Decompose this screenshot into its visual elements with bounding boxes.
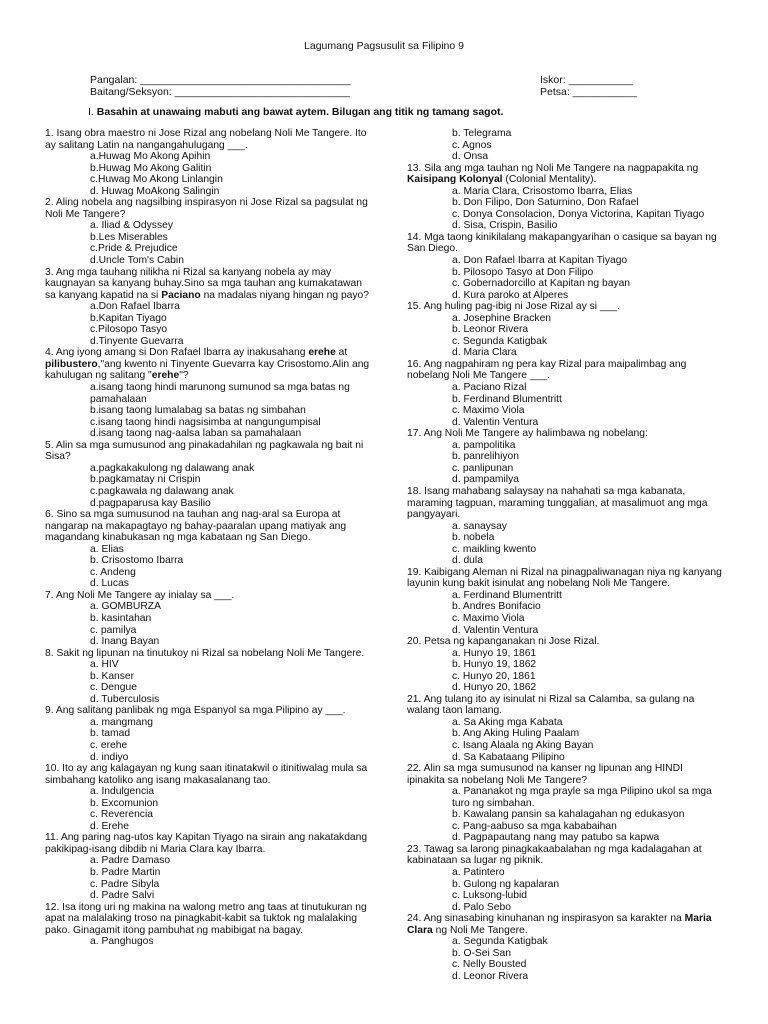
stem-bold: Maria Clara [407, 913, 712, 936]
option-d[interactable]: d. Leonor Rivera [452, 970, 529, 982]
option-b[interactable]: b.pagkamatay ni Crispin [90, 474, 201, 486]
question-stem: 19. Kaibigang Aleman ni Rizal na pinagpaliwanagan niya ng kanyang layunin kung bakit isinulat ang nobelang Noli Me Tangere. [407, 566, 722, 590]
option-d[interactable]: d. Sisa, Crispin, Basilio [452, 220, 558, 232]
option-c[interactable]: c.Pride & Prejudice [90, 243, 178, 255]
option-a[interactable]: a. Paciano Rizal [452, 382, 527, 394]
option-c[interactable]: c. Andeng [90, 566, 136, 578]
option-c[interactable]: c. Isang Alaala ng Aking Bayan [452, 739, 594, 751]
option-a[interactable]: a. sanaysay [452, 520, 507, 532]
option-a[interactable]: a.Huwag Mo Akong Apihin [90, 151, 211, 163]
stem-text: 24. Ang sinasabing kinuhanan ng inspirasyon sa karakter na [407, 913, 685, 925]
option-d[interactable]: d. Pagpapautang nang may patubo sa kapwa [452, 832, 660, 844]
option-d[interactable]: d. Inang Bayan [90, 636, 160, 648]
question-7 [45, 590, 370, 648]
question-stem: 18. Isang mahabang salaysay na nahahati sa mga kabanata, maraming tagpuan, maraming tunggalian, at masalimuot ang mga pangyayari. [407, 485, 708, 521]
option-b[interactable]: b.isang taong lumalabag sa batas ng simbahan [90, 405, 306, 417]
option-c[interactable]: c. Gobernadorcillo at Kapitan ng bayan [452, 278, 631, 290]
question-13 [407, 163, 722, 232]
question-10 [45, 763, 370, 832]
option-b[interactable]: b. O-Sei San [452, 947, 511, 959]
option-b[interactable]: b. Crisostomo Ibarra [90, 555, 184, 567]
question-stem: 9. Ang salitang panlibak ng mga Espanyol sa mga Pilipino ay ___. [45, 705, 346, 717]
question-stem: 20. Petsa ng kapanganakan ni Jose Rizal. [407, 636, 600, 648]
option-c[interactable]: c. pamilya [90, 624, 137, 636]
option-c[interactable]: c.Huwag Mo Akong Linlangin [90, 174, 223, 186]
stem-text: 4. Ang iyong amang si Don Rafael Ibarra ay inakusahang [45, 347, 309, 359]
option-a[interactable]: a. Patintero [452, 867, 505, 878]
stem-text: "? [179, 370, 189, 382]
option-a[interactable]: a. Don Rafael Ibarra at Kapitan Tiyago [452, 255, 628, 267]
option-b[interactable]: b. Gulong ng kapalaran [452, 878, 560, 890]
option-b[interactable]: b.Kapitan Tiyago [90, 312, 167, 324]
option-b[interactable]: b. Padre Martin [90, 867, 161, 878]
option-d[interactable]: d.Uncle Tom's Cabin [90, 255, 184, 267]
option-d[interactable]: d.Tinyente Guevarra [90, 335, 184, 347]
option-a[interactable]: a. Panghugos [90, 936, 154, 948]
question-5 [45, 440, 370, 509]
option-d[interactable]: d.isang taong nag-aalsa laban sa pamahalaan [90, 428, 302, 440]
question-stem: 12. Isa itong uri ng makina na walong metro ang taas at tinutukuran ng apat na malalaking troso na pinagkabit-kabit sa tuktok ng malalaking pako. Ginagamit itong pambuhat ng mabibigat na bagay. [45, 901, 367, 936]
option-d[interactable]: d. Tuberculosis [90, 693, 160, 705]
option-b[interactable]: b. Pilosopo Tasyo at Don Filipo [452, 266, 594, 278]
name-field[interactable]: Pangalan: ____________________________________ [90, 74, 351, 86]
question-11 [45, 832, 370, 901]
question-stem: 5. Alin sa mga sumusunod ang pinakadahilan ng pagkawala ng bait ni Sisa? [45, 439, 364, 463]
option-a[interactable]: a. Indulgencia [90, 786, 155, 798]
option-b[interactable]: b. Ang Aking Huling Paalam [452, 728, 580, 740]
stem-text: 3. Ang mga tauhang nilikha ni Rizal sa kanyang nobela ay may kaugnayan sa kanyang buhay.Sino sa mga tauhan ang kumakatawan sa kanyang kapatid na si [45, 266, 362, 301]
option-b[interactable]: b. Kanser [90, 670, 135, 682]
option-c[interactable]: c. Reverencia [90, 809, 153, 821]
option-a[interactable]: a. Ferdinand Blumentritt [452, 589, 562, 601]
question-stem: 6. Sino sa mga sumusunod na tauhan ang nag-aral sa Europa at nangarap na makapagtayo ng bahay-paaralan upang matiyak ang magandang kinabukasan ng mga kabataan ng San Diego. [45, 509, 347, 544]
question-stem: 23. Tawag sa larong pinagkakaabalahan ng mga kadalagahan at kabinataan sa lugar ng piknik. [407, 843, 702, 867]
option-c[interactable]: c. Maximo Viola [452, 405, 525, 417]
option-b[interactable]: b. Telegrama [452, 128, 512, 139]
stem-text: ,"ang kwento ni Tinyente Guevarra kay Crisostomo.Alin ang kahulugan ng salitang " [45, 358, 370, 382]
option-c[interactable]: c. erehe [90, 739, 128, 751]
option-c[interactable]: c. panlipunan [452, 462, 514, 474]
option-b[interactable]: b. tamad [90, 728, 131, 740]
option-a[interactable]: a. Maria Clara, Crisostomo Ibarra, Elias [452, 185, 633, 197]
option-c[interactable]: c. maikling kwento [452, 543, 537, 555]
option-c[interactable]: c. Luksong-lubid [452, 890, 527, 902]
option-c[interactable]: c.isang taong hindi nagsisimba at nangungumpisal [90, 416, 321, 428]
option-b[interactable]: b. Ferdinand Blumentritt [452, 393, 562, 405]
option-a[interactable]: a. Hunyo 19, 1861 [452, 647, 537, 659]
question-12-continued [407, 128, 722, 163]
question-stem: 2. Aling nobela ang nagsilbing inspirasyon ni Jose Rizal sa pagsulat ng Noli Me Tangere? [45, 197, 368, 220]
question-stem: 7. Ang Noli Me Tangere ay inialay sa ___. [45, 589, 235, 601]
option-b[interactable]: b. Leonor Rivera [452, 324, 529, 336]
instruction-text: Basahin at unawaing mabuti ang bawat aytem. Bilugan ang titik ng tamang sagot. [96, 106, 504, 118]
option-d[interactable]: d. Onsa [452, 151, 489, 163]
option-c[interactable]: c. Padre Sibyla [90, 878, 160, 890]
option-d[interactable]: d.pagpaparusa kay Basilio [90, 497, 211, 509]
option-d[interactable]: d. Hunyo 20, 1862 [452, 682, 537, 694]
option-c[interactable]: c. Hunyo 20, 1861 [452, 670, 536, 682]
option-c[interactable]: c. Segunda Katigbak [452, 335, 548, 347]
stem-bold: pilibustero [45, 358, 98, 370]
option-d[interactable]: d. pampamilya [452, 474, 519, 486]
option-d[interactable]: d. Erehe [90, 820, 129, 832]
question-stem: 16. Ang nagpahiram ng pera kay Rizal para maipalimbag ang nobelang Noli Me Tangere ___. [407, 358, 687, 382]
date-field[interactable]: Petsa: ___________ [540, 86, 637, 98]
score-field[interactable]: Iskor: ___________ [540, 74, 633, 86]
question-24 [407, 913, 722, 982]
question-stem: 8. Sakit ng lipunan na tinutukoy ni Rizal sa nobelang Noli Me Tangere. [45, 647, 365, 659]
option-c[interactable]: c.Pilosopo Tasyo [90, 324, 168, 336]
option-b[interactable]: b. Hunyo 19, 1862 [452, 659, 537, 671]
question-19 [407, 567, 722, 636]
option-b[interactable]: b. nobela [452, 532, 495, 544]
option-a[interactable]: a. Iliad & Odyssey [90, 220, 173, 232]
question-stem: 11. Ang paring nag-utos kay Kapitan Tiyago na sirain ang nakatakdang pakikipag-isang dibdib ni Maria Clara kay Ibarra. [45, 832, 368, 855]
option-a[interactable]: a. mangmang [90, 716, 153, 728]
option-a[interactable]: a.Don Rafael Ibarra [90, 301, 180, 313]
option-b[interactable]: b. Excomunion [90, 797, 159, 809]
option-b[interactable]: b.Les Miserables [90, 231, 168, 243]
instruction [88, 106, 503, 118]
instruction-number: I. [88, 106, 94, 118]
stem-text: 13. Sila ang mga tauhan ng Noli Me Tangere na nagpapakita ng [407, 162, 699, 174]
question-8 [45, 648, 370, 706]
option-c[interactable]: c. Maximo Viola [452, 612, 525, 624]
question-stem [45, 347, 370, 382]
option-a[interactable]: a. Padre Damaso [90, 855, 171, 867]
option-d[interactable]: d. Padre Salvi [90, 890, 155, 902]
option-d[interactable]: d. Maria Clara [452, 347, 517, 359]
option-d[interactable]: d. Sa Kabataang Pilipino [452, 751, 565, 763]
option-a[interactable]: a.isang taong hindi marunong sumunod sa mga batas ng pamahalaan [90, 382, 350, 405]
option-a[interactable]: a. HIV [90, 659, 119, 671]
question-1 [45, 128, 370, 197]
stem-bold: Kaisipang Kolonyal [407, 174, 503, 186]
option-c[interactable]: c. Agnos [452, 139, 492, 151]
stem-bold: Paciano [161, 289, 201, 301]
question-stem: 17. Ang Noli Me Tangere ay halimbawa ng nobelang: [407, 428, 648, 440]
option-d[interactable]: d. Lucas [90, 578, 129, 590]
stem-bold: erehe [151, 370, 180, 382]
stem-text: (Colonial Mentality). [502, 174, 597, 186]
question-stem: 21. Ang tulang ito ay isinulat ni Rizal sa Calamba, sa gulang na walang taon lamang. [407, 693, 695, 717]
option-b[interactable]: b. panrelihiyon [452, 451, 519, 463]
question-17 [407, 428, 722, 486]
option-b[interactable]: b. Don Filipo, Don Saturnino, Don Rafael [452, 197, 639, 209]
option-d[interactable]: d. dula [452, 555, 483, 567]
question-16 [407, 359, 722, 428]
question-18 [407, 486, 722, 567]
page-title: Lagumang Pagsusulit sa Filipino 9 [304, 40, 464, 52]
option-d[interactable]: d. Huwag MoAkong Salingin [90, 185, 220, 197]
stem-text: at [335, 347, 348, 359]
option-a[interactable]: a. Josephine Bracken [452, 312, 552, 324]
option-a[interactable]: a. GOMBURZA [90, 601, 161, 613]
question-6 [45, 509, 370, 590]
question-stem [407, 163, 722, 186]
question-stem: 10. Ito ay ang kalagayan ng kung saan itinatakwil o itinitiwalag mula sa simbahang katoliko ang isang makasalanang tao. [45, 763, 368, 786]
option-d[interactable]: d. Valentin Ventura [452, 416, 539, 428]
question-9 [45, 705, 370, 763]
question-12 [45, 902, 370, 948]
option-a[interactable]: a.pagkakakulong ng dalawang anak [90, 462, 255, 474]
grade-section-field[interactable]: Baitang/Seksyon: ______________________________ [90, 86, 350, 98]
question-stem: 15. Ang huling pag-ibig ni Jose Rizal ay si ___. [407, 301, 620, 313]
option-d[interactable]: d. Palo Sebo [452, 901, 511, 913]
stem-text: ng Noli Me Tangere. [432, 924, 528, 936]
stem-text: na madalas niyang hingan ng payo? [200, 289, 370, 301]
option-d[interactable]: d. Valentin Ventura [452, 624, 539, 636]
option-c[interactable]: c. Pang-aabuso sa mga kababaihan [452, 820, 617, 832]
option-c[interactable]: c. Donya Consolacion, Donya Victorina, Kapitan Tiyago [452, 208, 705, 220]
question-20 [407, 636, 722, 694]
option-c[interactable]: c. Nelly Bousted [452, 959, 527, 971]
question-2 [45, 197, 370, 266]
option-d[interactable]: d. indiyo [90, 751, 129, 763]
option-a[interactable]: a. Pananakot ng mga prayle sa mga Pilipino ukol sa mga turo ng simbahan. [452, 786, 712, 809]
question-stem: 1. Isang obra maestro ni Jose Rizal ang nobelang Noli Me Tangere. Ito ay salitang Latin na nangangahulugang ___. [45, 128, 367, 151]
question-22 [407, 763, 722, 844]
option-b[interactable]: b. Andres Bonifacio [452, 601, 541, 613]
question-stem: 22. Alin sa mga sumusunod na kanser ng lipunan ang HINDI ipinakita sa nobelang Noli Me Tangere? [407, 763, 683, 786]
option-b[interactable]: b. Kawalang pansin sa kahalagahan ng edukasyon [452, 809, 685, 821]
question-15 [407, 301, 722, 359]
option-b[interactable]: b.Huwag Mo Akong Galitin [90, 162, 212, 174]
question-21 [407, 694, 722, 763]
option-c[interactable]: c.pagkawala ng dalawang anak [90, 485, 234, 497]
question-14 [407, 232, 722, 301]
option-b[interactable]: b. kasintahan [90, 612, 152, 624]
option-d[interactable]: d. Kura paroko at Alperes [452, 289, 569, 301]
stem-bold: erehe [308, 347, 336, 359]
question-stem [407, 913, 722, 936]
option-a[interactable]: a. Sa Aking mga Kabata [452, 716, 563, 728]
question-stem: 14. Mga taong kinikilalang makapangyarihan o casique sa bayan ng San Diego. [407, 231, 717, 255]
right-column [407, 128, 722, 982]
option-c[interactable]: c. Dengue [90, 682, 137, 694]
question-4 [45, 347, 370, 439]
option-a[interactable]: a. Elias [90, 543, 124, 555]
question-stem [45, 267, 370, 302]
question-3 [45, 267, 370, 348]
question-23 [407, 844, 722, 913]
option-a[interactable]: a. Segunda Katigbak [452, 936, 548, 948]
option-a[interactable]: a. pampolitika [452, 439, 516, 451]
left-column [45, 128, 370, 948]
